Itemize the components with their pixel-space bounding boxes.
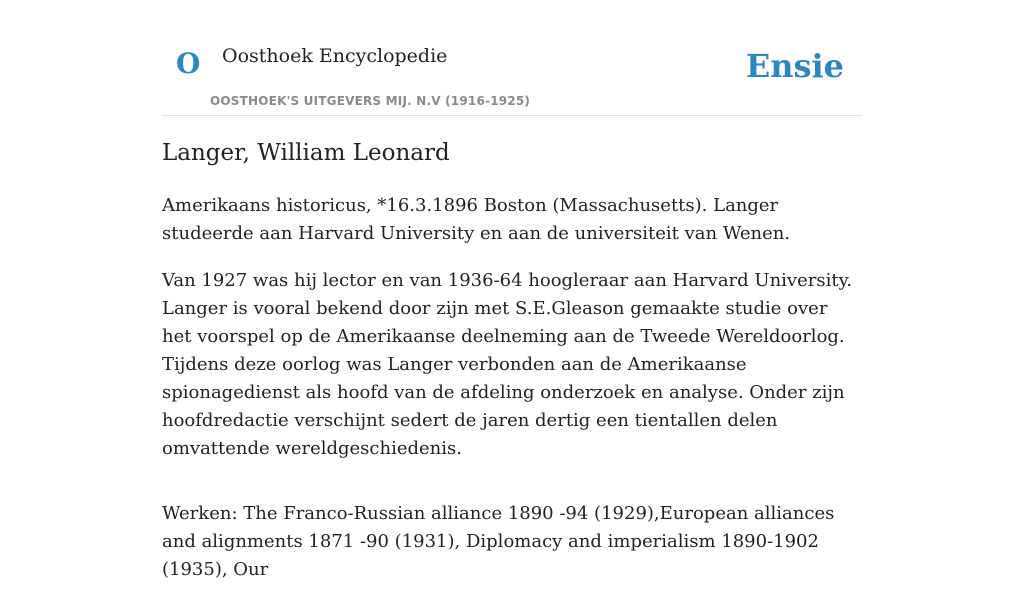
- source-logo-icon[interactable]: O: [176, 47, 201, 80]
- entry-paragraph-works: Werken: The Franco-Russian alliance 1890 -94 (1929),European alliances and alignments 1871 -90 (1931), Diplomacy and imperialism 1890-1902 (1935), Our: [162, 503, 835, 580]
- entry-paragraph-career: Van 1927 was hij lector en van 1936-64 hoogleraar aan Harvard University. Langer is vooral bekend door zijn met S.E.Gleason gemaakte studie over het voorspel op de Amerikaanse deelneming aan de Tweede Wereldoorlog. Tijdens deze oorlog was Langer verbonden aan de Amerikaanse spionagedienst als hoofd van de afdeling onderzoek en analyse. Onder zijn hoofdredactie verschijnt sedert de jaren dertig een tientallen delen omvattende wereldgeschiedenis.: [162, 270, 853, 459]
- entry-paragraph-intro: Amerikaans historicus, *16.3.1896 Boston (Massachusetts). Langer studeerde aan Harvard University en aan de universiteit van Wenen.: [162, 195, 791, 244]
- entry-body: [162, 192, 862, 603]
- brand-logo-link[interactable]: Ensie: [745, 47, 844, 85]
- entry-title: Langer, William Leonard: [162, 140, 450, 166]
- content-container: [162, 0, 862, 580]
- source-title[interactable]: Oosthoek Encyclopedie: [222, 45, 448, 67]
- source-subtitle: OOSTHOEK'S UITGEVERS MIJ. N.V (1916-1925): [210, 94, 531, 108]
- source-header: [162, 0, 862, 116]
